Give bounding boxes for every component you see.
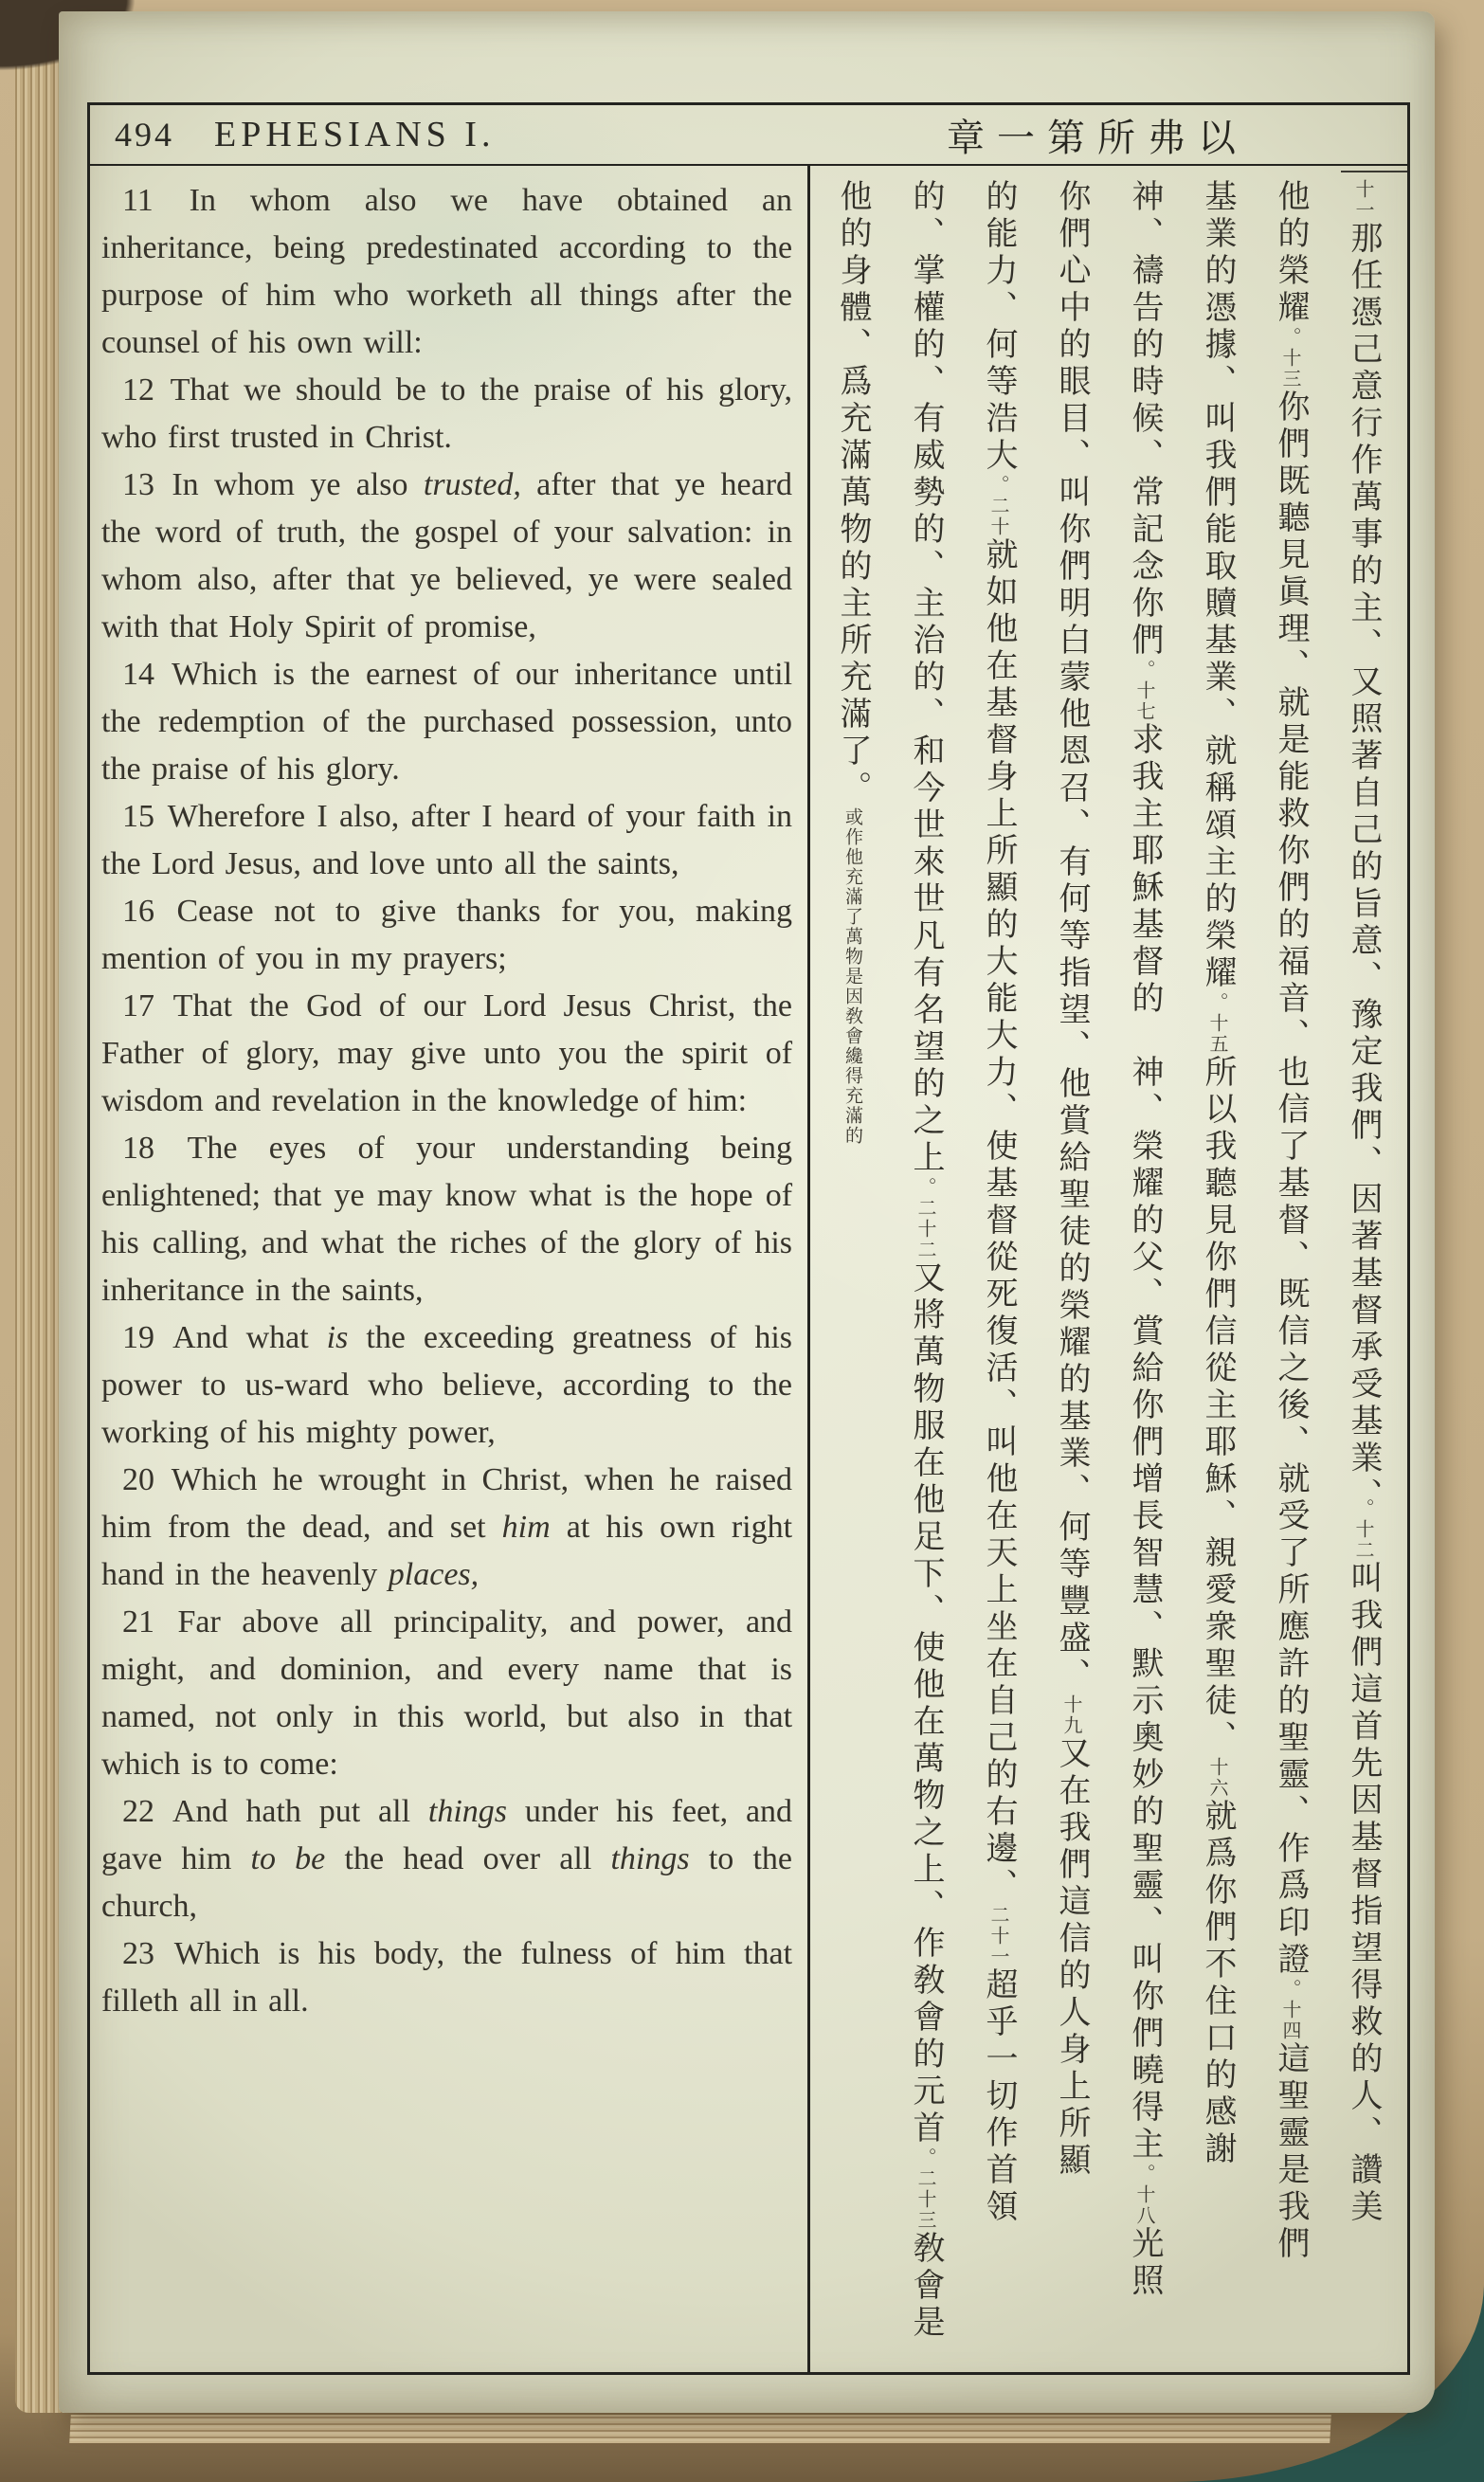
verse-number: 19 [122,1320,154,1355]
page-header [90,105,1407,166]
chinese-column [816,179,889,2363]
verse-paragraph: 17 That the God of our Lord Jesus Christ, the Father of glory, may give unto you the spirit of wisdom and revelation in the knowledge of him: [101,988,793,1118]
verse-number: 17 [122,988,154,1024]
book-title-chinese: 章一第所弗以 [947,116,1248,159]
verse-marker: 。十五 [1206,992,1227,1055]
verse-number: 12 [122,372,154,408]
verse-paragraph: 13 In whom ye also trusted, after that ye heard the word of truth, the gospel of your salvation: in whom also, after that ye believed, ye were sealed with that Holy Spirit of promise, [101,467,793,644]
chinese-text: 超乎一切作首領 [981,1967,1016,2226]
chinese-column [1327,179,1400,2363]
chinese-text: 求我主耶穌基督的 神、榮耀的父、賞給你們增長智慧、默示奧妙的聖靈、叫你們曉得主 [1127,722,1162,2164]
verse-marker: 十九 [1060,1694,1081,1736]
chinese-column [1108,179,1181,2363]
verse-paragraph: 19 And what is the exceeding greatness of his power to us-ward who believe, according to the working of his mighty power, [101,1320,793,1450]
verse-marker: 。十八 [1133,2164,1154,2226]
verse-marker: 二十一 [987,1905,1008,1967]
verse-paragraph: 20 Which he wrought in Christ, when he raised him from the dead, and set him at his own right hand in the heavenly places, [101,1462,793,1592]
verse-marker: 十一 [1352,179,1373,221]
chinese-text: 你們既聽見眞理、就是能救你們的福音、也信了基督、既信之後、就受了所應許的聖靈、作爲印證 [1273,390,1308,1979]
verse-number: 21 [122,1604,154,1640]
chinese-column [1254,179,1327,2363]
verse-number: 23 [122,1936,154,1971]
chinese-column [1035,179,1108,2363]
verse-number: 20 [122,1462,154,1497]
verse-paragraph: 21 Far above all principality, and power, and might, and dominion, and every name that is named, not only in this world, but also in that which is to come: [101,1604,793,1782]
chinese-text: 又在我們這信的人身上所顯 [1054,1736,1089,2180]
chinese-text: 這聖靈是我們 [1273,2041,1308,2263]
verse-marker: 十六 [1206,1757,1227,1799]
chinese-text: 光照 [1127,2226,1162,2300]
english-text-column [90,166,807,2372]
verse-paragraph: 16 Cease not to give thanks for you, making mention of you in my prayers; [101,894,793,976]
chinese-text: 基業的憑據、叫我們能取贖基業、就稱頌主的榮耀 [1200,179,1235,992]
chinese-text: 就如他在基督身上所顯的大能大力、使基督從死復活、叫他在天上坐在自己的右邊、 [981,537,1016,1905]
verse-marker: 。十三 [1279,327,1300,390]
verse-paragraph: 22 And hath put all things under his feet, and gave him to be the head over all things to the church, [101,1794,793,1924]
chinese-column [889,179,962,2363]
chinese-text: 的能力、何等浩大 [981,179,1016,475]
verse-paragraph: 23 Which is his body, the fulness of him that filleth all in all. [101,1936,793,2019]
book-page-edges-bottom [69,2415,1331,2443]
chinese-text: 所以我聽見你們信從主耶穌、親愛衆聖徒、 [1200,1055,1235,1757]
verse-number: 14 [122,657,154,692]
verse-paragraph: 15 Wherefore I also, after I heard of your faith in the Lord Jesus, and love unto all the saints, [101,799,793,881]
verse-number: 13 [122,467,154,502]
verse-number: 11 [122,183,154,218]
verse-paragraph: 12 That we should be to the praise of his glory, who first trusted in Christ. [101,372,793,455]
chinese-column [962,179,1035,2363]
verse-paragraph: 11 In whom also we have obtained an inheritance, being predestinated according to the purpose of him who worketh all things after the counsel of his own will: [101,183,793,360]
page-frame [87,102,1410,2375]
page-content [90,166,1407,2372]
verse-marker: 。二十三 [914,2147,935,2231]
verse-marker: 。二十二 [914,1177,935,1260]
verse-marker: 。十二 [1352,1498,1373,1561]
chinese-text: 敎會是 [908,2231,943,2342]
chinese-text: 叫我們這首先因基督指望得救的人、讚美 [1346,1561,1381,2226]
chinese-text: 神、禱告的時候、常記念你們 [1127,179,1162,660]
verse-number: 22 [122,1794,154,1829]
book-title-english: EPHESIANS I. [214,115,496,154]
chinese-text: 的、掌權的、有威勢的、主治的、和今世來世凡有名望的之上 [908,179,943,1177]
chinese-text: 你們心中的眼目、叫你們明白蒙他恩召、有何等指望、他賞給聖徒的榮耀的基業、何等豐盛、 [1054,179,1089,1694]
chinese-text-column [810,166,1407,2372]
book-page [59,11,1435,2413]
chinese-text: 就爲你們不住口的感謝 [1200,1799,1235,2168]
verse-paragraph: 18 The eyes of your understanding being enlightened; that ye may know what is the hope of his calling, and what the riches of the glory of his inheritance in the saints, [101,1131,793,1308]
chinese-text: 他的榮耀 [1273,179,1308,327]
chinese-column [1181,179,1254,2363]
verse-number: 18 [122,1131,154,1166]
chinese-text: 他的身體、爲充滿萬物的主所充滿了。 [835,179,870,807]
verse-marker: 。十四 [1279,1979,1300,2041]
verse-paragraph: 14 Which is the earnest of our inheritance until the redemption of the purchased possession, unto the praise of his glory. [101,657,793,787]
chinese-text: 那任憑己意行作萬事的主、又照著自己的旨意、豫定我們、因著基督承受基業、 [1346,221,1381,1498]
verse-number: 15 [122,799,154,834]
verse-number: 16 [122,894,154,929]
verse-marker: 。十七 [1133,660,1154,722]
chinese-text: 又將萬物服在他足下、使他在萬物之上、作敎會的元首 [908,1260,943,2147]
margin-note: 或作他充滿了萬物是因敎會纔得充滿的 [842,807,862,1146]
page-number: 494 [115,116,174,154]
verse-marker: 。二十 [987,475,1008,537]
